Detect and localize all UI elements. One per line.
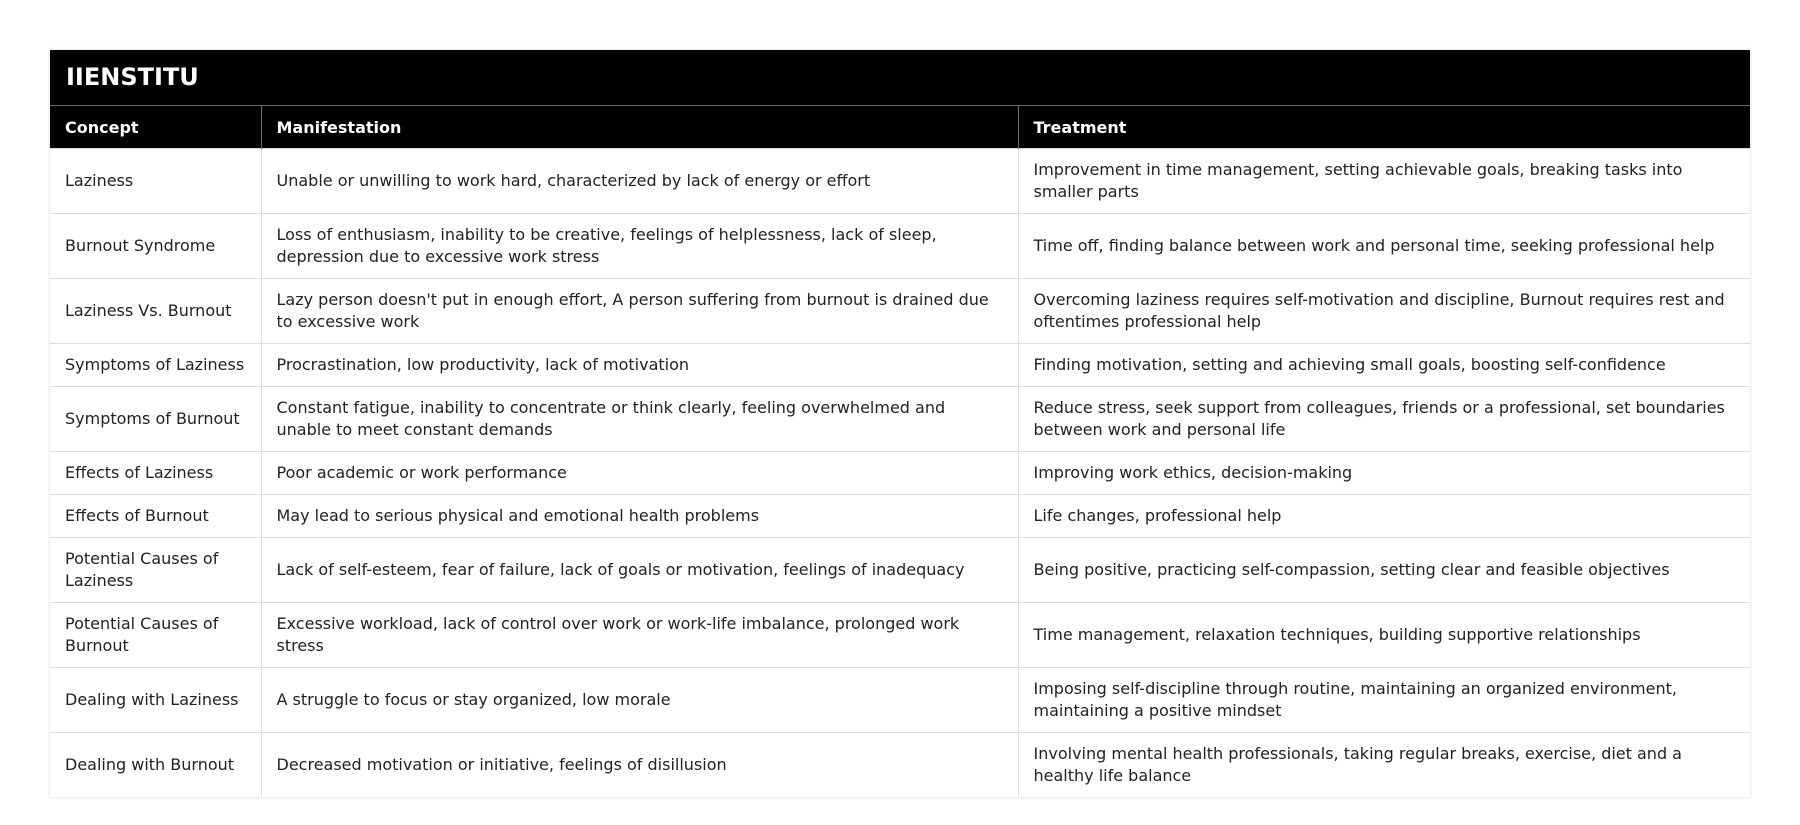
concept-cell: Effects of Laziness <box>50 452 261 495</box>
concept-cell: Potential Causes of Laziness <box>50 538 261 603</box>
manifestation-cell: A struggle to focus or stay organized, low morale <box>261 668 1018 733</box>
concept-cell: Potential Causes of Burnout <box>50 603 261 668</box>
manifestation-cell: Constant fatigue, inability to concentrate or think clearly, feeling overwhelmed and unable to meet constant demands <box>261 387 1018 452</box>
manifestation-cell: Lazy person doesn't put in enough effort, A person suffering from burnout is drained due to excessive work <box>261 279 1018 344</box>
table-row <box>50 214 1750 279</box>
column-header-concept: Concept <box>50 106 261 149</box>
manifestation-cell: May lead to serious physical and emotional health problems <box>261 495 1018 538</box>
manifestation-cell: Decreased motivation or initiative, feelings of disillusion <box>261 733 1018 798</box>
table-row <box>50 279 1750 344</box>
manifestation-cell: Poor academic or work performance <box>261 452 1018 495</box>
manifestation-cell: Lack of self-esteem, fear of failure, lack of goals or motivation, feelings of inadequacy <box>261 538 1018 603</box>
treatment-cell: Involving mental health professionals, taking regular breaks, exercise, diet and a healthy life balance <box>1018 733 1750 798</box>
table-row <box>50 452 1750 495</box>
manifestation-cell: Unable or unwilling to work hard, characterized by lack of energy or effort <box>261 149 1018 214</box>
table-row <box>50 149 1750 214</box>
data-table <box>50 106 1750 797</box>
treatment-cell: Imposing self-discipline through routine, maintaining an organized environment, maintaining a positive mindset <box>1018 668 1750 733</box>
treatment-cell: Finding motivation, setting and achieving small goals, boosting self-confidence <box>1018 344 1750 387</box>
treatment-cell: Reduce stress, seek support from colleagues, friends or a professional, set boundaries between work and personal life <box>1018 387 1750 452</box>
concept-cell: Effects of Burnout <box>50 495 261 538</box>
concept-cell: Symptoms of Laziness <box>50 344 261 387</box>
treatment-cell: Being positive, practicing self-compassion, setting clear and feasible objectives <box>1018 538 1750 603</box>
table-row <box>50 387 1750 452</box>
column-header-treatment: Treatment <box>1018 106 1750 149</box>
concept-cell: Dealing with Laziness <box>50 668 261 733</box>
concept-cell: Burnout Syndrome <box>50 214 261 279</box>
treatment-cell: Time management, relaxation techniques, building supportive relationships <box>1018 603 1750 668</box>
table-row <box>50 733 1750 798</box>
concept-cell: Symptoms of Burnout <box>50 387 261 452</box>
header-row <box>50 106 1750 149</box>
manifestation-cell: Procrastination, low productivity, lack of motivation <box>261 344 1018 387</box>
treatment-cell: Life changes, professional help <box>1018 495 1750 538</box>
table-title: IIENSTITU <box>50 50 1750 106</box>
table-row <box>50 495 1750 538</box>
treatment-cell: Improving work ethics, decision-making <box>1018 452 1750 495</box>
table-row <box>50 668 1750 733</box>
concept-cell: Dealing with Burnout <box>50 733 261 798</box>
table-row <box>50 538 1750 603</box>
table-row <box>50 603 1750 668</box>
concept-table <box>50 50 1750 797</box>
manifestation-cell: Loss of enthusiasm, inability to be creative, feelings of helplessness, lack of sleep, depression due to excessive work stress <box>261 214 1018 279</box>
concept-cell: Laziness <box>50 149 261 214</box>
treatment-cell: Overcoming laziness requires self-motivation and discipline, Burnout requires rest and oftentimes professional help <box>1018 279 1750 344</box>
concept-cell: Laziness Vs. Burnout <box>50 279 261 344</box>
treatment-cell: Improvement in time management, setting achievable goals, breaking tasks into smaller parts <box>1018 149 1750 214</box>
column-header-manifestation: Manifestation <box>261 106 1018 149</box>
manifestation-cell: Excessive workload, lack of control over work or work-life imbalance, prolonged work stress <box>261 603 1018 668</box>
table-row <box>50 344 1750 387</box>
treatment-cell: Time off, finding balance between work and personal time, seeking professional help <box>1018 214 1750 279</box>
